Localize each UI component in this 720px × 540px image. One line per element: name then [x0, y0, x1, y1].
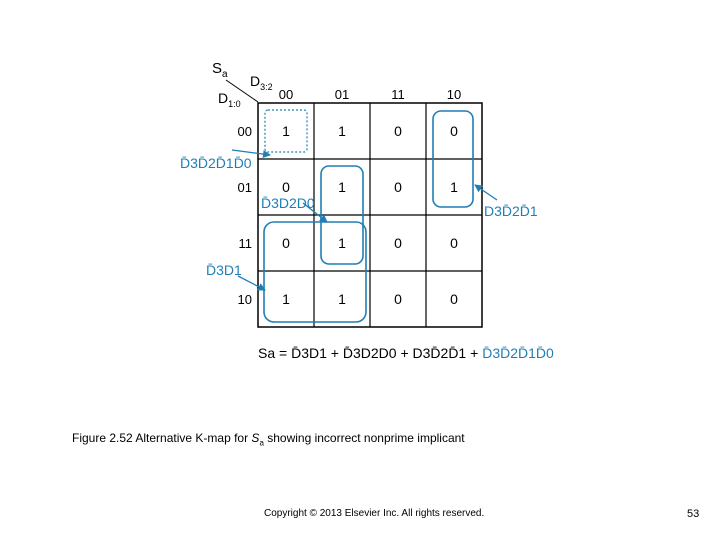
row-header: 11 — [238, 236, 252, 251]
kmap-grid — [258, 103, 482, 327]
col-header: 10 — [446, 87, 462, 102]
row-var-label: $D_{1:0}$ — [218, 90, 241, 109]
col-headers — [279, 87, 461, 102]
group-corner-arrow — [238, 276, 265, 290]
kmap-cell: 1 — [450, 179, 458, 195]
figure-caption — [72, 430, 472, 451]
equation-term-nonprime: D̄3D̄2D̄1D̄0 — [482, 345, 554, 361]
col-header: 01 — [334, 87, 350, 102]
kmap-cell: 0 — [450, 291, 458, 307]
col-header: 11 — [391, 87, 405, 102]
output-var-label: $S_a$ — [212, 60, 228, 80]
copyright-notice: Copyright © 2013 Elsevier Inc. All rights reserved. — [264, 508, 485, 519]
kmap-cell: 0 — [450, 235, 458, 251]
equation-plus: + — [400, 345, 409, 361]
equation-term: D3D̄2D̄1 — [412, 345, 467, 361]
row-header: 10 — [237, 292, 252, 307]
caption-sub: a — [259, 438, 264, 448]
kmap-cell: 0 — [394, 235, 402, 251]
corner-labels — [212, 60, 273, 109]
group-corner-label: D̄3D1 — [206, 262, 242, 278]
kmap-cell: 1 — [338, 235, 346, 251]
kmap-cell: 1 — [338, 291, 346, 307]
kmap-cell: 1 — [338, 179, 346, 195]
group-col10-arrow — [475, 185, 497, 200]
row-header: 01 — [237, 180, 252, 195]
equation-term: D̄3D1 — [291, 345, 327, 361]
kmap-cell: 0 — [450, 123, 458, 139]
page-number: 53 — [687, 508, 700, 520]
col-var-label: $D_{3:2}$ — [250, 73, 273, 92]
row-header: 00 — [237, 124, 252, 139]
kmap-cell: 1 — [282, 123, 290, 139]
equation-lhs: Sa — [258, 345, 276, 361]
caption-prefix: Figure 2.52 Alternative K-map for — [72, 431, 252, 445]
col-header: 00 — [278, 87, 294, 102]
group-corner — [264, 222, 366, 322]
equation-eq: = — [279, 345, 288, 361]
equation-plus: + — [330, 345, 339, 361]
group-col10-label: D3D̄2D̄1 — [484, 203, 538, 219]
group-col01-label: D̄3D2D0 — [261, 195, 315, 211]
kmap-cell: 0 — [282, 179, 290, 195]
kmap-cell: 1 — [282, 291, 290, 307]
caption-suffix: showing incorrect nonprime implicant — [263, 431, 465, 445]
annotation-labels — [180, 155, 538, 278]
kmap-cell: 0 — [282, 235, 290, 251]
caption-var: S — [251, 431, 260, 445]
kmap-groups — [264, 110, 473, 322]
equation — [258, 345, 554, 361]
equation-plus: + — [470, 345, 479, 361]
kmap-cell: 0 — [394, 291, 402, 307]
kmap-cell: 0 — [394, 123, 402, 139]
kmap-cell: 1 — [338, 123, 346, 139]
equation-term: D̄3D2D0 — [342, 345, 397, 361]
nonprime-label: D̄3D̄2D̄1D̄0 — [180, 155, 252, 171]
annotation-arrows — [232, 150, 497, 290]
kmap-cell: 0 — [394, 179, 402, 195]
